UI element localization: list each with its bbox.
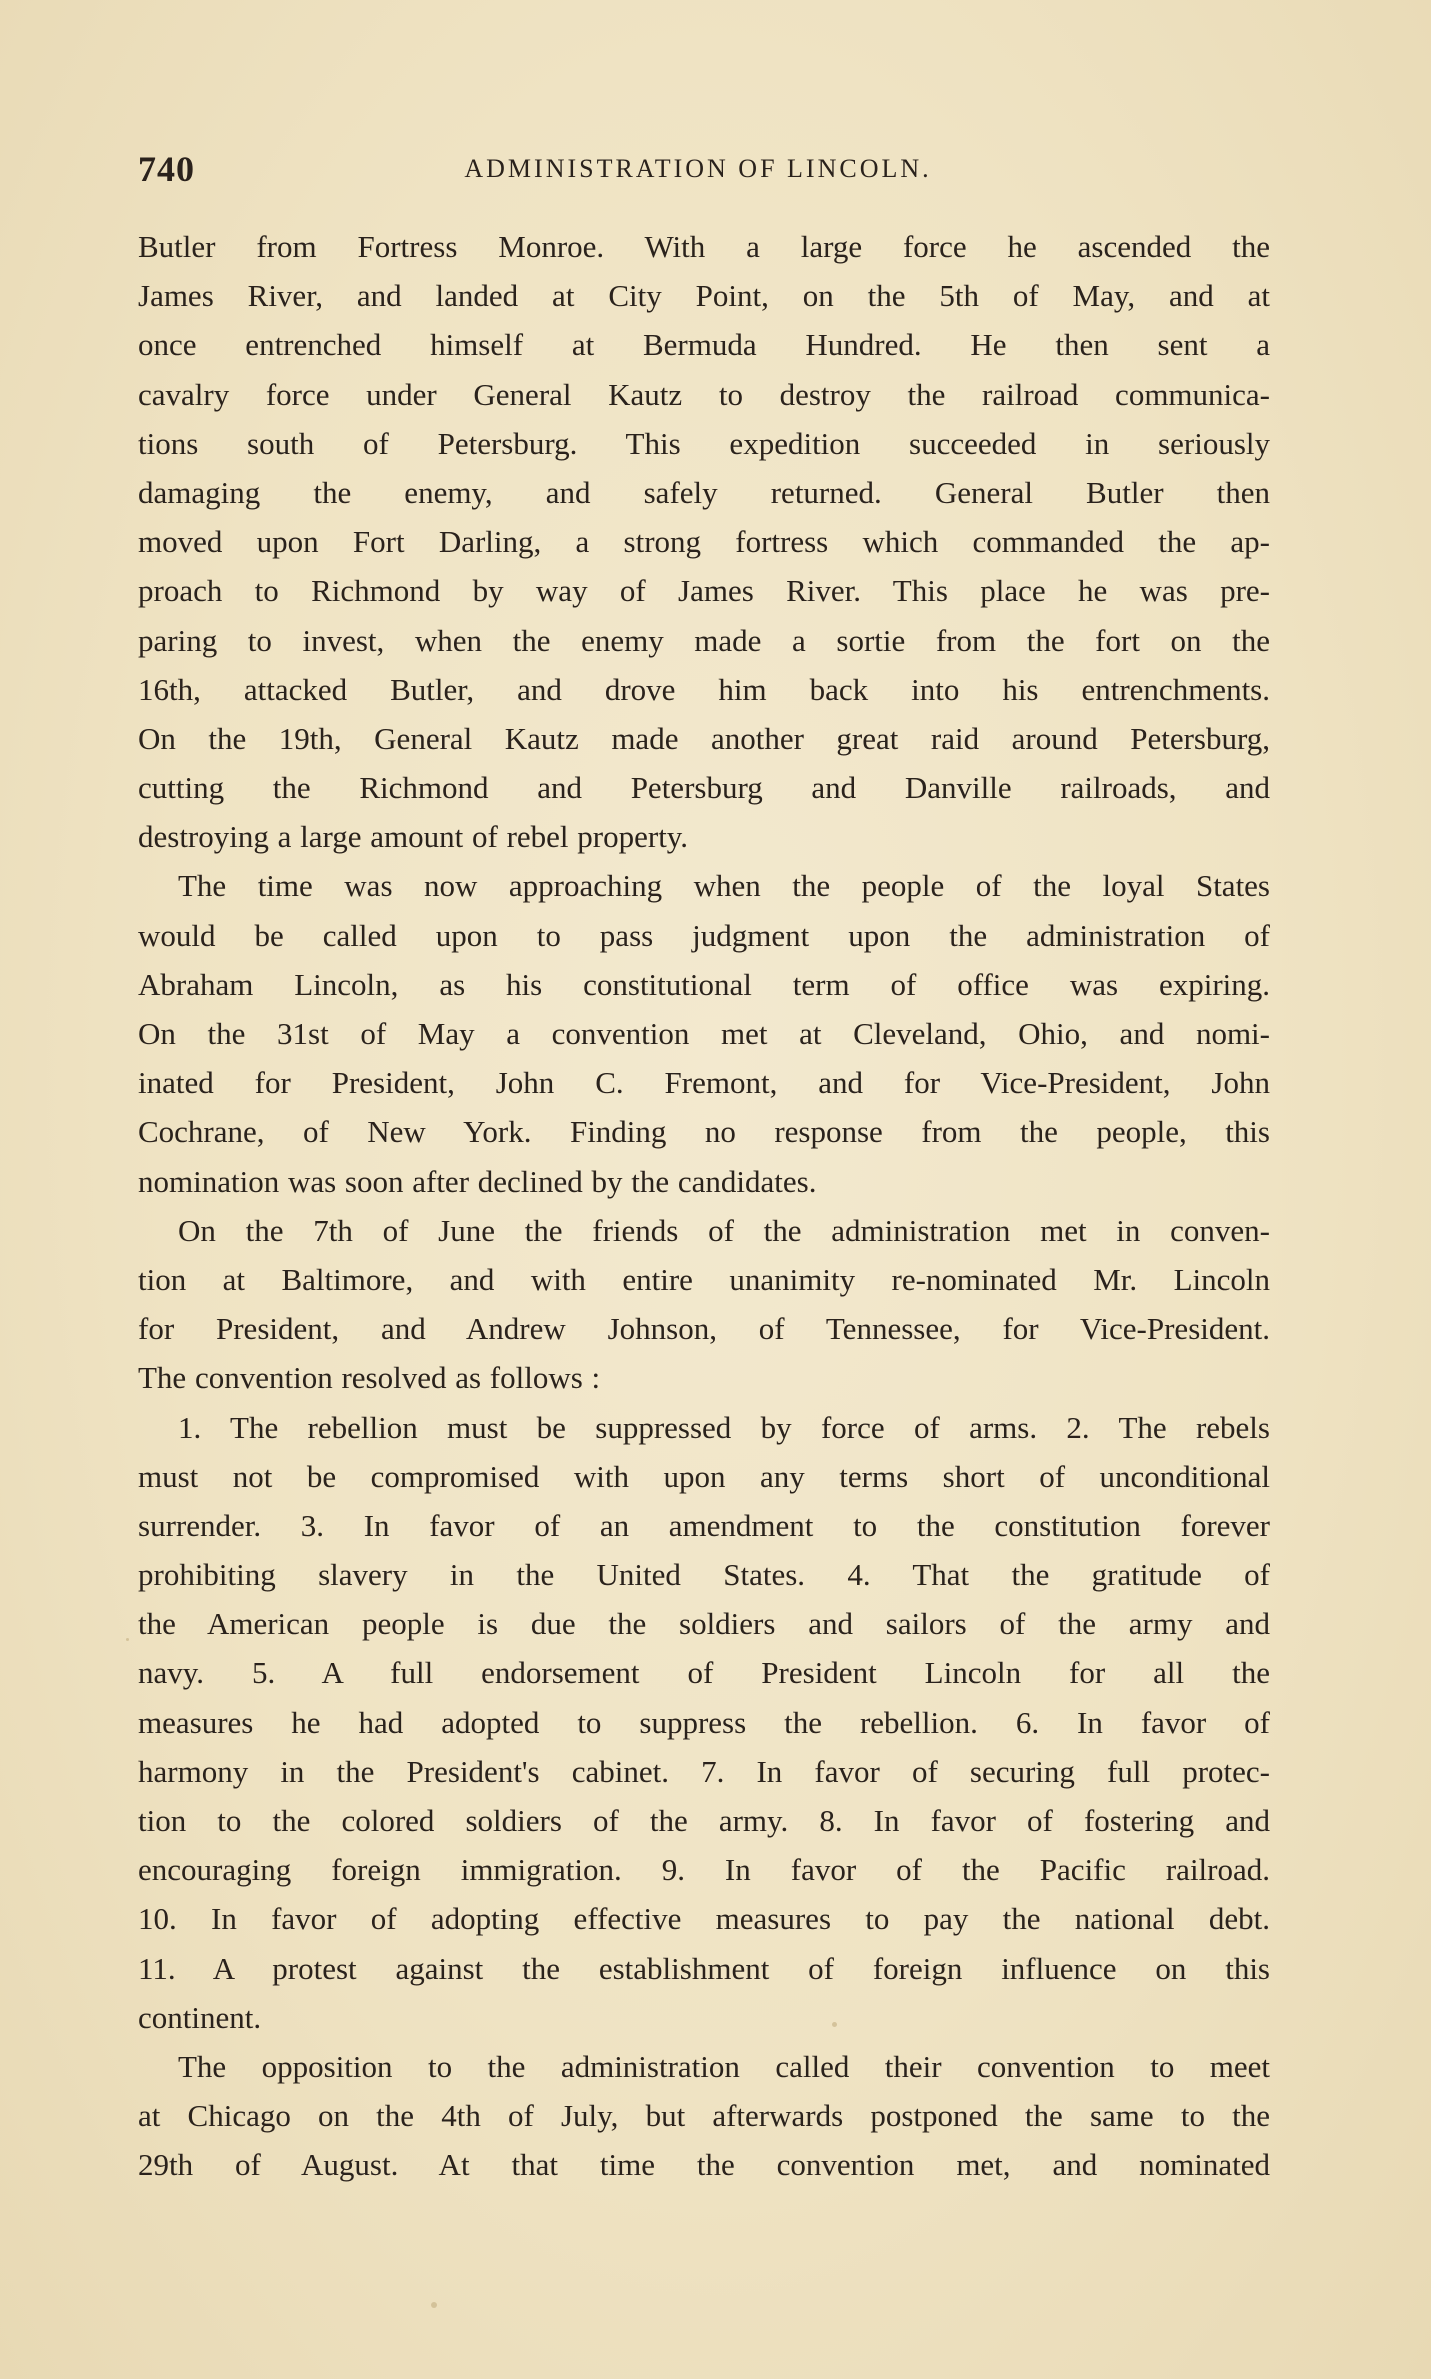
text-line: measures he had adopted to suppress the rebellion. 6. In favor of bbox=[138, 1704, 1270, 1740]
text-line: the American people is due the soldiers and sailors of the army and bbox=[138, 1606, 1270, 1642]
body-text bbox=[138, 222, 1270, 2190]
text-line: 10. In favor of adopting effective measures to pay the national debt. bbox=[138, 1901, 1270, 1937]
text-line: tion at Baltimore, and with entire unanimity re-nominated Mr. Lincoln bbox=[138, 1261, 1270, 1297]
text-line: The opposition to the administration called their convention to meet bbox=[178, 2048, 1270, 2084]
text-line: 1. The rebellion must be suppressed by force of arms. 2. The rebels bbox=[178, 1409, 1270, 1445]
text-line: Abraham Lincoln, as his constitutional term of office was expiring. bbox=[138, 966, 1270, 1002]
text-line: cutting the Richmond and Petersburg and Danville railroads, and bbox=[138, 770, 1270, 806]
text-line: tions south of Petersburg. This expedition succeeded in seriously bbox=[138, 425, 1270, 461]
text-line: once entrenched himself at Bermuda Hundred. He then sent a bbox=[138, 327, 1270, 363]
paper-speck bbox=[431, 2302, 437, 2308]
text-line: The convention resolved as follows : bbox=[138, 1360, 601, 1396]
text-line: Cochrane, of New York. Finding no response from the people, this bbox=[138, 1114, 1270, 1150]
text-line: would be called upon to pass judgment upon the administration of bbox=[138, 917, 1270, 953]
text-line: nomination was soon after declined by the candidates. bbox=[138, 1163, 817, 1199]
text-line: 11. A protest against the establishment of foreign influence on this bbox=[138, 1950, 1270, 1986]
page-number: 740 bbox=[138, 149, 195, 189]
text-line: continent. bbox=[138, 1999, 262, 2035]
paper-speck bbox=[832, 2022, 837, 2027]
text-line: 29th of August. At that time the convention met, and nominated bbox=[138, 2147, 1270, 2183]
text-line: paring to invest, when the enemy made a sortie from the fort on the bbox=[138, 622, 1270, 658]
text-line: for President, and Andrew Johnson, of Tennessee, for Vice-President. bbox=[138, 1311, 1270, 1347]
text-line: On the 31st of May a convention met at Cleveland, Ohio, and nomi- bbox=[138, 1016, 1270, 1051]
text-line: at Chicago on the 4th of July, but afterwards postponed the same to the bbox=[138, 2098, 1270, 2134]
text-line: On the 7th of June the friends of the administration met in conven- bbox=[178, 1212, 1270, 1248]
text-line: must not be compromised with upon any terms short of unconditional bbox=[138, 1458, 1270, 1494]
text-line: navy. 5. A full endorsement of President Lincoln for all the bbox=[138, 1655, 1270, 1691]
page-header bbox=[138, 148, 1258, 198]
text-line: proach to Richmond by way of James River. This place he was pre- bbox=[138, 573, 1270, 609]
text-line: surrender. 3. In favor of an amendment to the constitution forever bbox=[138, 1507, 1270, 1543]
text-line: The time was now approaching when the people of the loyal States bbox=[178, 868, 1270, 904]
text-line: prohibiting slavery in the United States. 4. That the gratitude of bbox=[138, 1557, 1270, 1593]
text-line: damaging the enemy, and safely returned. General Butler then bbox=[138, 474, 1270, 510]
text-line: encouraging foreign immigration. 9. In favor of the Pacific railroad. bbox=[138, 1852, 1270, 1888]
text-line: moved upon Fort Darling, a strong fortress which commanded the ap- bbox=[138, 524, 1270, 560]
text-line: Butler from Fortress Monroe. With a large force he ascended the bbox=[138, 229, 1270, 264]
text-line: destroying a large amount of rebel property. bbox=[138, 819, 689, 855]
text-line: cavalry force under General Kautz to destroy the railroad communica- bbox=[138, 376, 1270, 412]
text-line: harmony in the President's cabinet. 7. In favor of securing full protec- bbox=[138, 1753, 1270, 1789]
running-head: ADMINISTRATION OF LINCOLN. bbox=[464, 154, 932, 183]
text-line: tion to the colored soldiers of the army. 8. In favor of fostering and bbox=[138, 1803, 1270, 1838]
text-line: 16th, attacked Butler, and drove him back into his entrenchments. bbox=[138, 671, 1270, 707]
paper-speck bbox=[126, 1638, 129, 1641]
text-line: inated for President, John C. Fremont, and for Vice-President, John bbox=[138, 1065, 1270, 1101]
text-line: James River, and landed at City Point, on the 5th of May, and at bbox=[138, 278, 1270, 314]
text-line: On the 19th, General Kautz made another great raid around Petersburg, bbox=[138, 720, 1270, 756]
